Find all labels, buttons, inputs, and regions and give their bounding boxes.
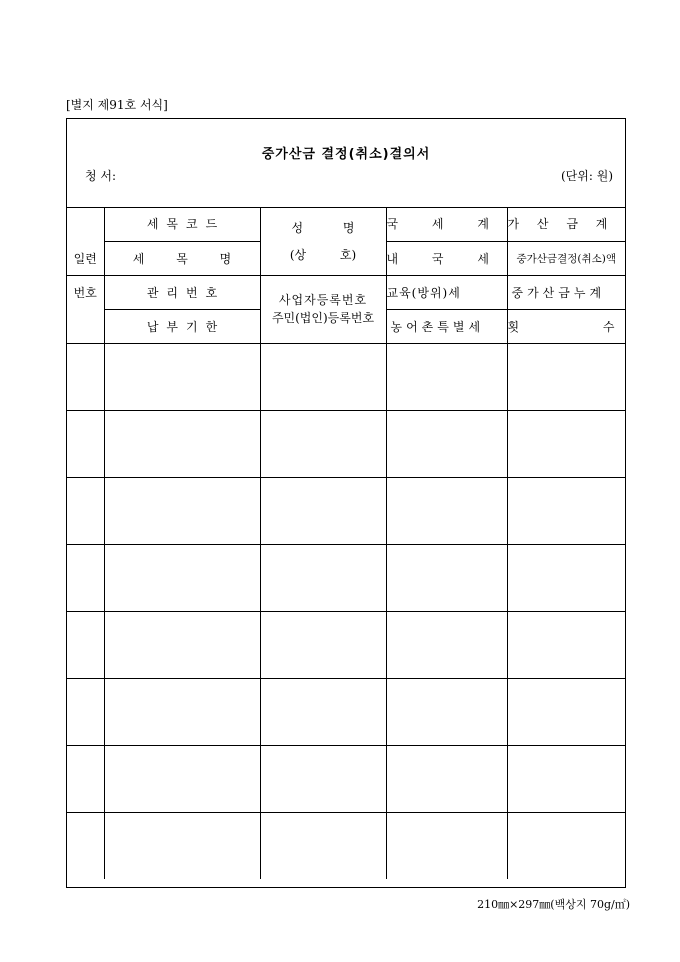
cell-tax-info[interactable] — [104, 477, 260, 544]
cell-surcharge[interactable] — [507, 343, 625, 410]
header-mgmt-no: 관리번호 — [104, 275, 260, 309]
request-label: 청 서: — [85, 169, 117, 183]
cell-serial[interactable] — [67, 812, 104, 879]
header-internal-tax: 내 국 세 — [386, 241, 507, 275]
cell-tax-amounts[interactable] — [386, 544, 507, 611]
cell-taxpayer[interactable] — [260, 544, 386, 611]
cell-tax-info[interactable] — [104, 410, 260, 477]
cell-tax-amounts[interactable] — [386, 678, 507, 745]
cell-tax-amounts[interactable] — [386, 611, 507, 678]
header-name-cell — [260, 207, 386, 275]
header-count: 횟 수 — [507, 309, 625, 343]
cell-surcharge[interactable] — [507, 544, 625, 611]
table-row — [67, 745, 625, 812]
cell-surcharge[interactable] — [507, 812, 625, 879]
table-row — [67, 477, 625, 544]
cell-tax-amounts[interactable] — [386, 343, 507, 410]
cell-taxpayer[interactable] — [260, 678, 386, 745]
header-reg-no-cell — [260, 275, 386, 343]
cell-serial[interactable] — [67, 544, 104, 611]
header-trade-name: (상 호) — [289, 247, 357, 262]
cell-serial[interactable] — [67, 745, 104, 812]
cell-serial[interactable] — [67, 343, 104, 410]
paper-spec-footer: 210㎜×297㎜(백상지 70g/㎡) — [477, 898, 630, 911]
table-row — [67, 611, 625, 678]
cell-tax-info[interactable] — [104, 343, 260, 410]
header-name: 성 명 — [291, 220, 355, 235]
cell-tax-amounts[interactable] — [386, 745, 507, 812]
resolution-table — [67, 207, 625, 879]
header-national-tax: 국 세 계 — [386, 207, 507, 241]
cell-taxpayer[interactable] — [260, 611, 386, 678]
cell-tax-amounts[interactable] — [386, 410, 507, 477]
cell-taxpayer[interactable] — [260, 477, 386, 544]
cell-surcharge[interactable] — [507, 678, 625, 745]
title-area — [67, 119, 625, 208]
header-rural-tax: 농어촌특별세 — [386, 309, 507, 343]
cell-taxpayer[interactable] — [260, 343, 386, 410]
table-row — [67, 544, 625, 611]
cell-tax-info[interactable] — [104, 745, 260, 812]
header-resident-no: 주민(법인)등록번호 — [271, 311, 375, 325]
table-row — [67, 410, 625, 477]
form-title: 중가산금 결정(취소)결의서 — [261, 147, 431, 162]
unit-label: (단위: 원) — [561, 169, 613, 183]
cell-serial[interactable] — [67, 678, 104, 745]
serial-header-bottom: 번호 — [67, 275, 104, 343]
header-tax-name: 세 목 명 — [104, 241, 260, 275]
cell-serial[interactable] — [67, 611, 104, 678]
serial-header-top: 일련 — [67, 207, 104, 275]
table-row — [67, 343, 625, 410]
header-tax-code: 세목코드 — [104, 207, 260, 241]
cell-surcharge[interactable] — [507, 477, 625, 544]
header-due-date: 납부기한 — [104, 309, 260, 343]
resolution-form — [66, 118, 626, 888]
cell-surcharge[interactable] — [507, 745, 625, 812]
cell-serial[interactable] — [67, 410, 104, 477]
header-surcharge-total: 가 산 금 계 — [507, 207, 625, 241]
cell-surcharge[interactable] — [507, 410, 625, 477]
cell-tax-info[interactable] — [104, 611, 260, 678]
cell-taxpayer[interactable] — [260, 410, 386, 477]
header-education-tax: 교육(방위)세 — [386, 275, 507, 309]
cell-serial[interactable] — [67, 477, 104, 544]
cell-tax-amounts[interactable] — [386, 477, 507, 544]
cell-taxpayer[interactable] — [260, 745, 386, 812]
header-biz-reg-no: 사업자등록번호 — [278, 293, 368, 307]
header-surcharge-cum: 중가산금누계 — [507, 275, 625, 309]
cell-tax-info[interactable] — [104, 812, 260, 879]
table-row — [67, 678, 625, 745]
cell-tax-info[interactable] — [104, 678, 260, 745]
cell-surcharge[interactable] — [507, 611, 625, 678]
header-heavy-surcharge-amt: 중가산금결정(취소)액 — [507, 241, 625, 275]
cell-tax-amounts[interactable] — [386, 812, 507, 879]
table-row — [67, 812, 625, 879]
cell-tax-info[interactable] — [104, 544, 260, 611]
form-label: [별지 제91호 서식] — [66, 98, 168, 112]
cell-taxpayer[interactable] — [260, 812, 386, 879]
